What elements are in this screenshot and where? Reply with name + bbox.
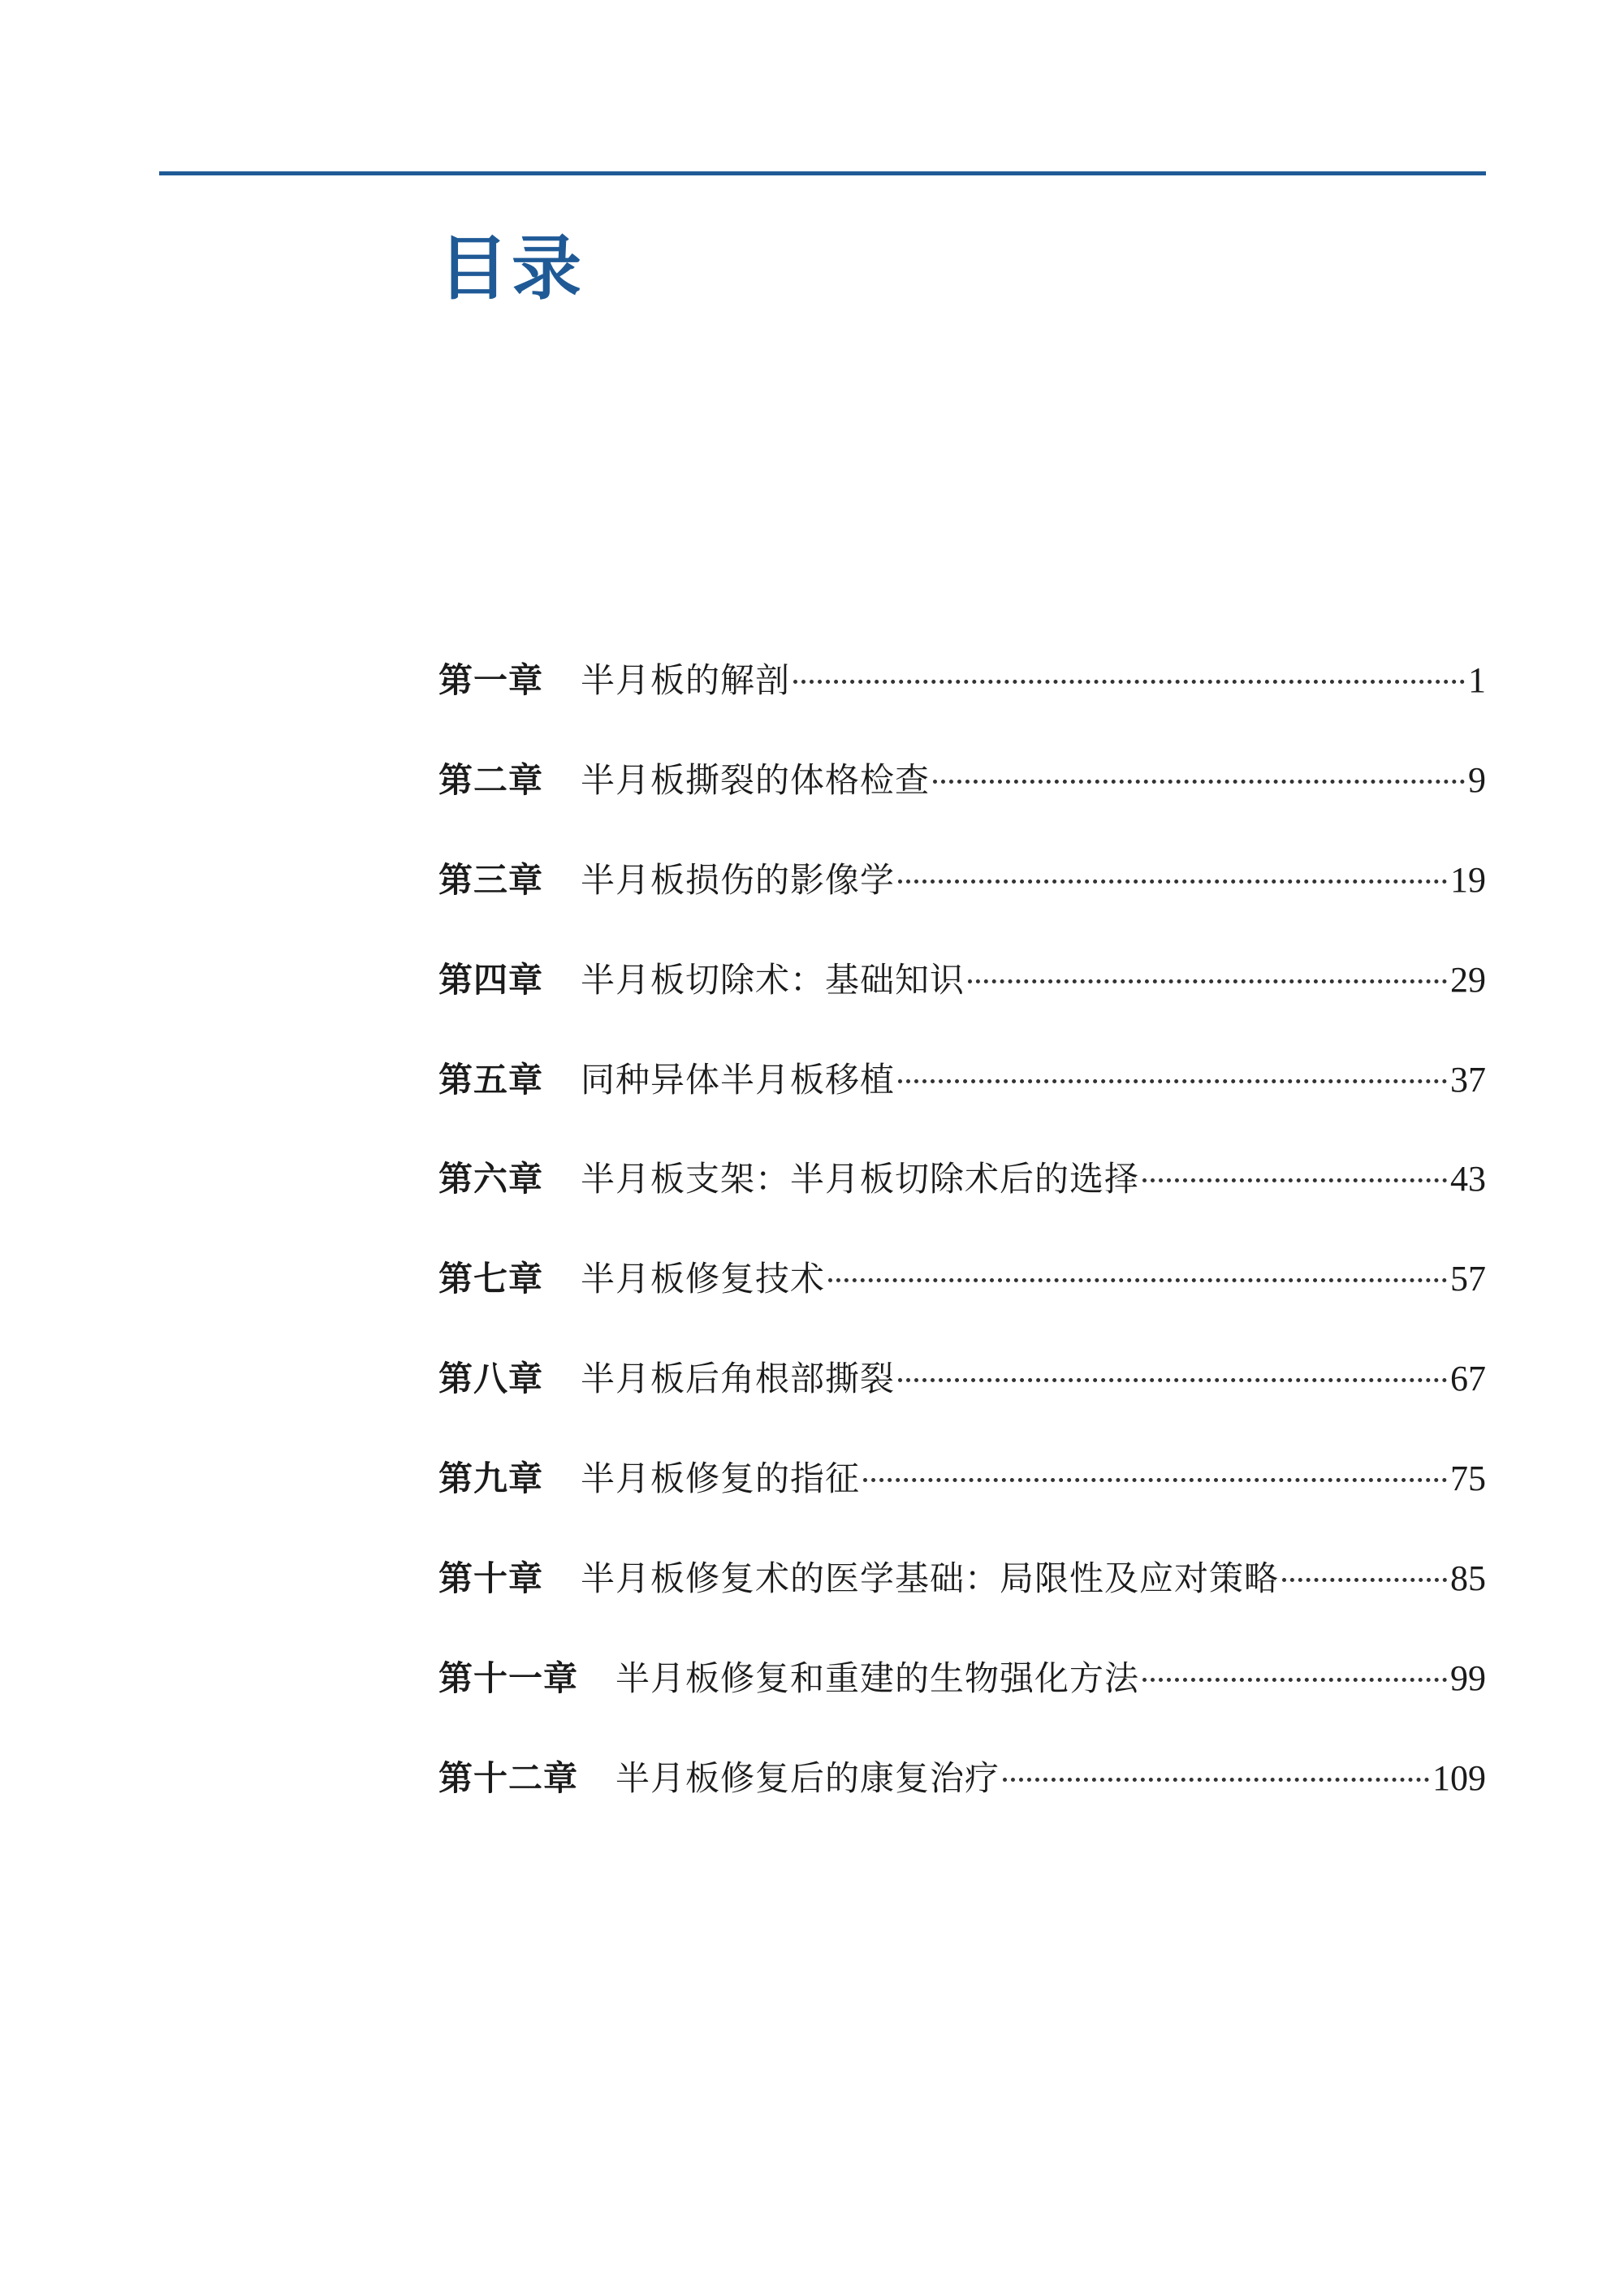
page-number: 29 [1450,959,1486,1000]
page-number: 99 [1450,1657,1486,1698]
toc-entry-1[interactable] [438,655,1486,754]
page-number: 85 [1450,1558,1486,1599]
chapter-number: 第十二章 [438,1757,579,1798]
toc-entry-4[interactable] [438,954,1486,1054]
dot-leader [793,680,1465,684]
toc-entry-10[interactable] [438,1553,1486,1653]
chapter-number: 第十章 [438,1558,544,1599]
page-number: 43 [1450,1159,1486,1199]
toc-entry-12[interactable] [438,1753,1486,1852]
chapter-title: 半月板修复的指征 [581,1459,861,1499]
chapter-title: 半月板切除术：基础知识 [581,959,965,1000]
page-number: 9 [1468,759,1486,800]
chapter-number: 第八章 [438,1359,544,1399]
chapter-number: 第六章 [438,1159,544,1199]
dot-leader [1142,1178,1447,1182]
page-number: 19 [1450,859,1486,900]
chapter-number: 第九章 [438,1459,544,1499]
chapter-number: 第三章 [438,859,544,900]
chapter-number: 第一章 [438,660,544,700]
toc-entry-5[interactable] [438,1054,1486,1154]
dot-leader [968,979,1447,983]
chapter-number: 第十一章 [438,1657,579,1698]
chapter-title: 半月板的解剖 [581,660,791,700]
dot-leader [863,1478,1447,1482]
chapter-title: 半月板修复后的康复治疗 [615,1757,1000,1798]
dot-leader [1282,1578,1447,1582]
chapter-number: 第五章 [438,1059,544,1100]
chapter-title: 半月板修复和重建的生物强化方法 [615,1657,1140,1698]
page-number: 37 [1450,1059,1486,1100]
chapter-title: 半月板损伤的影像学 [581,859,896,900]
page-number: 75 [1450,1459,1486,1499]
dot-leader [898,1079,1447,1083]
page-number: 57 [1450,1259,1486,1299]
table-of-contents [438,655,1486,1852]
chapter-number: 第二章 [438,759,544,800]
chapter-number: 第四章 [438,959,544,1000]
chapter-title: 半月板支架：半月板切除术后的选择 [581,1159,1140,1199]
chapter-title: 半月板后角根部撕裂 [581,1359,896,1399]
toc-entry-7[interactable] [438,1253,1486,1353]
chapter-title: 半月板修复术的医学基础：局限性及应对策略 [581,1558,1280,1599]
chapter-title: 半月板修复技术 [581,1259,826,1299]
header-rule [159,171,1486,175]
toc-entry-11[interactable] [438,1653,1486,1753]
toc-entry-8[interactable] [438,1353,1486,1453]
toc-entry-9[interactable] [438,1453,1486,1553]
page-number: 1 [1468,660,1486,700]
dot-leader [898,1378,1447,1382]
dot-leader [898,880,1447,884]
page-title: 目录 [438,228,585,309]
toc-entry-3[interactable] [438,854,1486,954]
chapter-title: 同种异体半月板移植 [581,1059,896,1100]
chapter-title: 半月板撕裂的体格检查 [581,759,931,800]
toc-entry-6[interactable] [438,1153,1486,1253]
dot-leader [933,780,1465,784]
dot-leader [1142,1678,1447,1682]
page-number: 109 [1432,1757,1486,1798]
dot-leader [828,1278,1447,1282]
chapter-number: 第七章 [438,1259,544,1299]
toc-entry-2[interactable] [438,754,1486,854]
page-number: 67 [1450,1359,1486,1399]
dot-leader [1003,1778,1429,1782]
